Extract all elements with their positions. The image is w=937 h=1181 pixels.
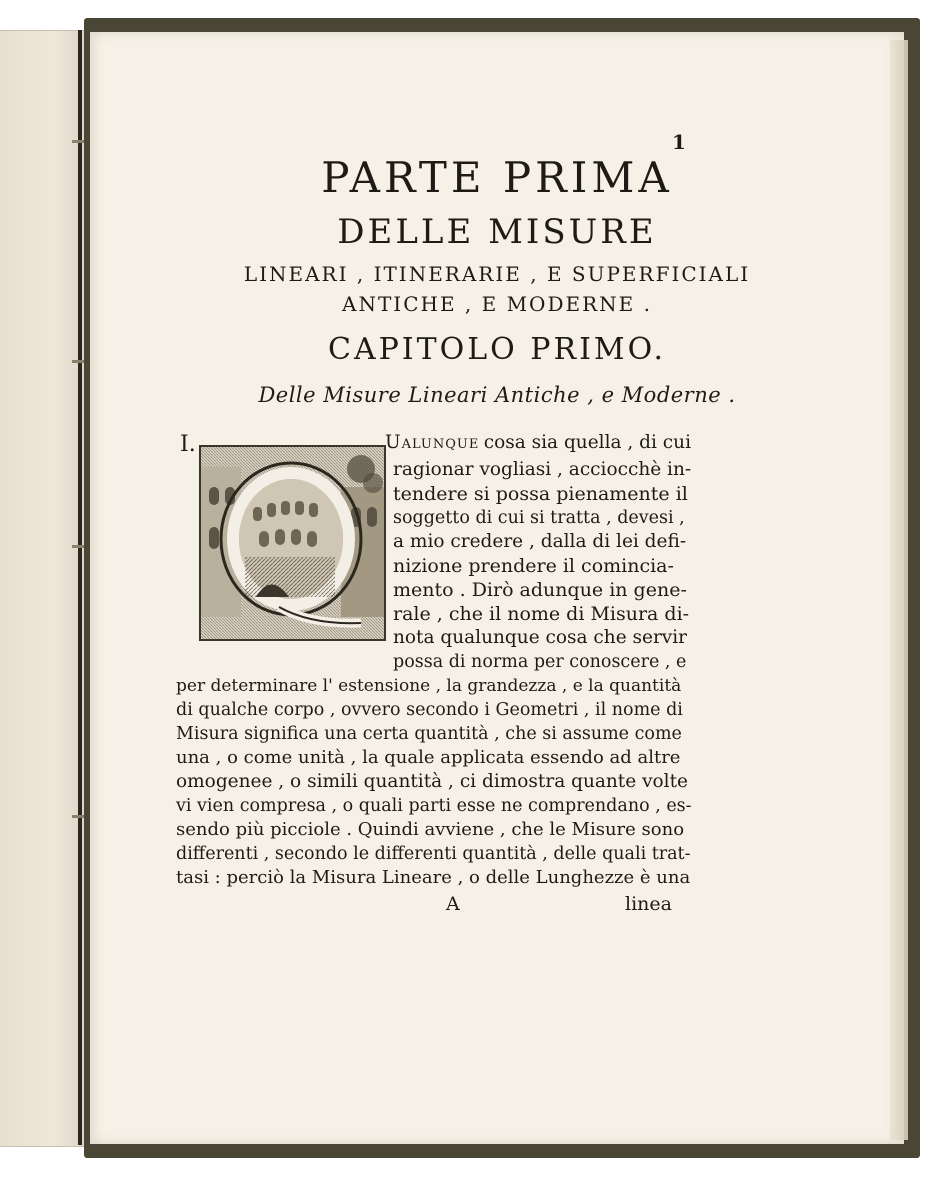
- colosseum-engraving-icon: [201, 447, 384, 639]
- drop-cap-engraving: [199, 445, 386, 641]
- body-line-text: cosa sia quella , di cui: [483, 432, 691, 453]
- signature-mark: A: [446, 893, 460, 915]
- body-line-text: vi vien compresa , o quali parti esse ne comprendano , es-: [176, 796, 692, 816]
- body-line: [393, 459, 691, 481]
- catchword: linea: [625, 893, 672, 915]
- body-line-text: tasi : perciò la Misura Lineare , o delle Lunghezze è una: [176, 867, 691, 888]
- body-line-text: differenti , secondo le differenti quantità , delle quali trat-: [176, 844, 691, 864]
- body-line-text: rale , che il nome di Misura di-: [393, 603, 690, 625]
- body-line: [393, 555, 691, 577]
- body-line: [393, 651, 691, 673]
- body-line: [385, 432, 691, 454]
- body-line-text: per determinare l' estensione , la grandezza , e la quantità: [176, 676, 682, 696]
- body-line: [176, 699, 691, 721]
- body-line-text: mento . Dirò adunque in gene-: [393, 579, 687, 601]
- title-line-3: LINEARI , ITINERARIE , E SUPERFICIALI: [243, 262, 751, 286]
- page-number: 1: [672, 130, 686, 154]
- book-spine: [78, 30, 82, 1145]
- body-line: [176, 867, 691, 889]
- body-line: [393, 483, 691, 505]
- body-line: [176, 771, 691, 793]
- body-line-text: possa di norma per conoscere , e: [393, 652, 687, 672]
- body-line-text: una , o come unità , la quale applicata essendo ad altre: [176, 747, 681, 768]
- body-line: [393, 507, 691, 529]
- chapter-heading: CAPITOLO PRIMO.: [327, 332, 667, 367]
- body-line: [393, 531, 691, 553]
- body-line: [393, 603, 691, 625]
- body-line-text: sendo più picciole . Quindi avviene , che le Misure sono: [176, 819, 685, 840]
- body-line-text: ragionar vogliasi , acciocchè in-: [393, 459, 692, 480]
- body-line: [176, 843, 691, 865]
- part-title: PARTE PRIMA: [321, 153, 673, 202]
- body-line-text: di qualche corpo , ovvero secondo i Geometri , il nome di: [176, 700, 683, 720]
- body-line-text: omogenee , o simili quantità , ci dimostra quante volte: [176, 771, 688, 792]
- body-line: [176, 747, 691, 769]
- paragraph-number: I.: [180, 432, 196, 457]
- chapter-subtitle: Delle Misure Lineari Antiche , e Moderne .: [258, 383, 736, 407]
- page-fore-edge: [890, 40, 908, 1140]
- body-line-text: a mio credere , dalla di lei defi-: [393, 531, 687, 552]
- first-word: Ualunque: [385, 432, 480, 453]
- body-line-text: nizione prendere il comincia-: [393, 555, 674, 577]
- body-line-text: Misura significa una certa quantità , che si assume come: [176, 724, 682, 744]
- body-line-text: soggetto di cui si tratta , devesi ,: [393, 508, 685, 528]
- body-line: [176, 675, 691, 697]
- body-line-text: tendere si possa pienamente il: [393, 483, 688, 505]
- body-line: [176, 819, 691, 841]
- body-line: [393, 579, 691, 601]
- section-title: DELLE MISURE: [337, 212, 657, 252]
- body-line: [393, 627, 691, 649]
- body-line-text: nota qualunque cosa che servir: [393, 627, 688, 648]
- body-line: [176, 723, 691, 745]
- title-line-4: ANTICHE , E MODERNE .: [342, 292, 652, 316]
- body-line: [176, 795, 691, 817]
